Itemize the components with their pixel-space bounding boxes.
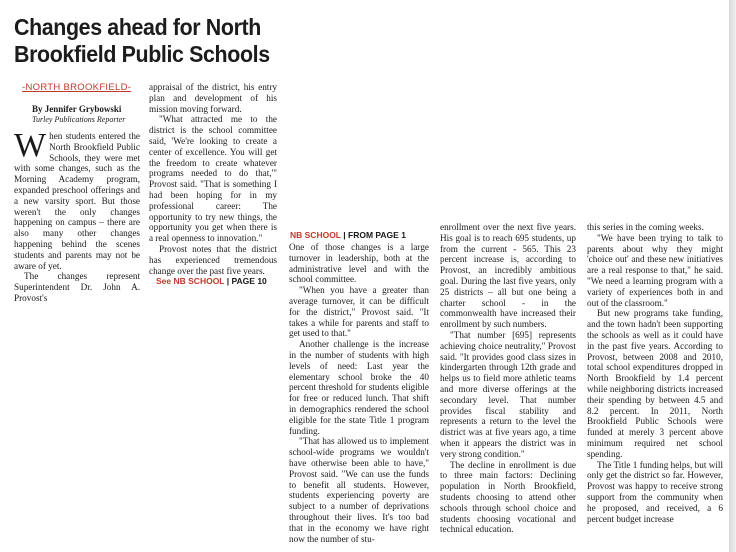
jump-label: NB SCHOOL [173, 276, 225, 286]
paragraph: "We have been trying to talk to parents about why they might 'choice out' and these new initiatives are a real response to that," he said. "We need a learning program with a variety of experiences both in and out of the classroom." [587, 232, 723, 308]
paragraph: "That number [695] represents achieving choice neutrality," Provost said. "It provides good class sizes in kindergarten through 12th grade and helps us to field more athletic teams and more diverse offerings at the secondary level. That number provides fiscal stability and represents a return to the level the district was at five years ago, a time when it appears the district was in very strong condition." [440, 329, 576, 459]
article-column-5 [587, 222, 723, 524]
paragraph: enrollment over the next five years. His goal is to reach 695 students, up from the current - 565. This 23 percent increase is, according to Provost, an incredibly ambitious goal. During the last five years, only 25 districts – all but one being a charter school - in the commonwealth have increased their enrollment by such numbers. [440, 222, 576, 330]
article-column-4 [440, 222, 576, 535]
jump-from-text: FROM PAGE 1 [348, 230, 406, 240]
paragraph: Another challenge is the increase in the number of students with high levels of need: Last year the elementary school broke the 40 percent threshold for students eligible for free or reduced lunch. That shift in demographics rendered the school eligible for the state Title 1 program funding. [289, 339, 429, 436]
jump-see: See [156, 276, 172, 286]
article-column-3 [289, 242, 429, 544]
jump-from-sep: | [343, 230, 346, 240]
drop-cap: W [14, 127, 47, 164]
paragraph: The Title 1 funding helps, but will only get the district so far. However, Provost was happy to receive strong support from the community when he proposed, and received, a 6 percent budget increase [587, 459, 723, 524]
headline: Changes ahead for North Brookfield Public Schools [14, 14, 270, 67]
page-edge [729, 0, 736, 552]
article-column-1 [14, 127, 140, 304]
paragraph: appraisal of the district, his entry plan and development of his mission moving forward. [149, 82, 277, 114]
paragraph: When students entered the North Brookfield Public Schools, they were met with some changes, such as the Morning Academy program, expanded preschool offerings and a new varsity sport. But those weren't the only changes happening on campus – there are also many other changes happening behind the scenes students and parents may not be aware of yet. [14, 127, 140, 271]
byline-title: Turley Publications Reporter [32, 115, 126, 124]
jump-page: PAGE 10 [231, 276, 267, 286]
byline: By Jennifer Grybowski [32, 104, 122, 114]
paragraph: The changes represent Superintendent Dr. John A. Provost's [14, 271, 140, 303]
article-column-2 [149, 82, 277, 276]
paragraph: But new programs take funding, and the town hadn't been supporting the schools as well as it could have in the past five years. According to Provost, between 2008 and 2010, total school expenditures dropped in North Brookfield by 1.4 percent while neighboring districts increased their spending by between 4.5 and 8.2 percent. In 2011, North Brookfield Public Schools were funded at merely 3 percent above minimum required net school spending. [587, 308, 723, 459]
paragraph: this series in the coming weeks. [587, 222, 704, 232]
paragraph: The decline in enrollment is due to three main factors: Declining population in North Brookfield, students choosing to attend other schools through school choice and students choosing vocational and technical education. [440, 459, 576, 535]
paragraph: "What attracted me to the district is the school committee said, 'We're looking to create a center of excellence. You will get the freedom to create whatever programs needed to do that,'" Provost said. "That is something I had been hoping for in my professional career: The opportunity to try new things, the opportunity you get when there is a real openness to innovation." [149, 114, 277, 244]
dateline: -NORTH BROOKFIELD- [22, 82, 132, 93]
jump-sep: | [226, 276, 230, 286]
jump-to-page[interactable] [156, 276, 267, 286]
paragraph: "When you have a greater than average turnover, it can be difficult for the district," Provost said. "It takes a while for parents and staff to get used to that." [289, 285, 429, 339]
paragraph: "That has allowed us to implement school-wide programs we wouldn't have otherwise been able to have," Provost said. "We can use the funds to benefit all students. However, students experiencing poverty are subject to a number of deprivations throughout their lives. It's too bad that in the economy we have right now the number of stu- [289, 436, 429, 544]
jump-from-page [290, 230, 406, 240]
paragraph: Provost notes that the district has experienced tremendous change over the past five years. [149, 243, 277, 276]
paragraph: One of those changes is a large turnover in leadership, both at the administrative level and with the school committee. [289, 242, 429, 285]
jump-from-label: NB SCHOOL [290, 230, 341, 240]
